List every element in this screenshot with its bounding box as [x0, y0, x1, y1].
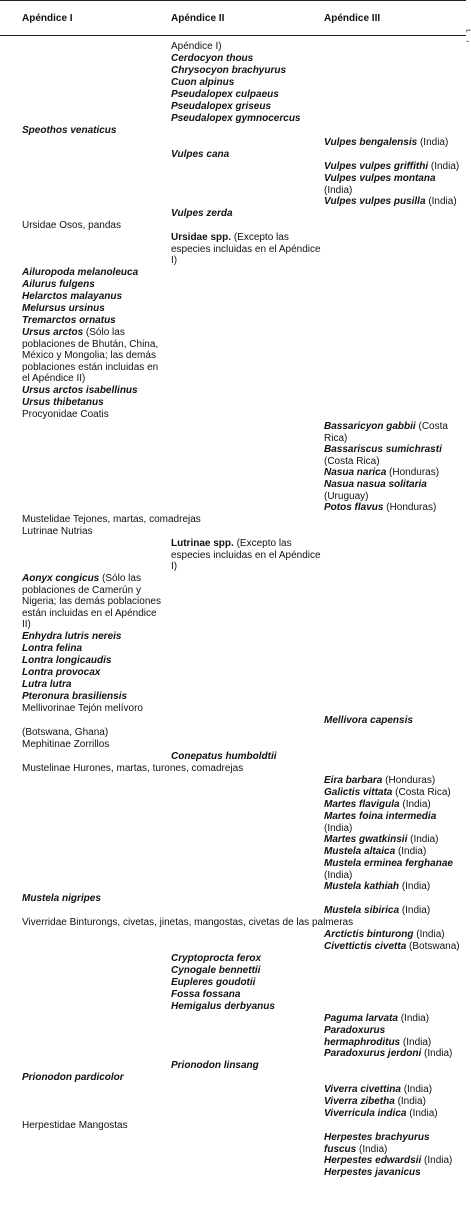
- species-note: (Honduras): [386, 502, 437, 513]
- species-entry: [22, 303, 168, 315]
- species-name: Martes foina intermedia: [324, 811, 437, 822]
- species-name: Nasua narica: [324, 467, 387, 478]
- species-entry: [22, 631, 168, 643]
- species-name: Lontra provocax: [22, 667, 101, 678]
- species-name: Bassariscus sumichrasti: [324, 444, 442, 455]
- entry-text: Apéndice I): [171, 41, 222, 52]
- species-name: Lontra felina: [22, 643, 83, 654]
- species-note: (Honduras): [389, 467, 440, 478]
- species-name: Mustela altaica: [324, 846, 396, 857]
- species-entry: [171, 53, 321, 65]
- species-entry: [171, 751, 321, 763]
- species-name: Paguma larvata: [324, 1013, 398, 1024]
- species-name: Prionodon pardicolor: [22, 1072, 124, 1083]
- species-entry: [22, 315, 168, 327]
- species-entry: [22, 267, 168, 279]
- species-name: Ursus arctos isabellinus: [22, 385, 138, 396]
- page-edge-mark-2: -: [466, 36, 469, 46]
- species-entry: [324, 1108, 464, 1120]
- species-name: Eira barbara: [324, 775, 383, 786]
- species-note: (Honduras): [385, 775, 436, 786]
- species-note: (Botswana): [409, 941, 460, 952]
- family-label: Mustelinae Hurones, martas, turones, comadrejas: [22, 763, 244, 774]
- entry-text: (Botswana, Ghana): [22, 727, 109, 738]
- family-label: Mustelidae Tejones, martas, comadrejas: [22, 514, 201, 525]
- species-entry: [22, 893, 168, 905]
- header-appendix-i: Apéndice I: [22, 13, 73, 24]
- species-name: Lutrinae spp.: [171, 538, 234, 549]
- species-entry: [171, 41, 321, 53]
- species-entry: [324, 1084, 464, 1096]
- family-heading: [22, 763, 462, 775]
- species-name: Prionodon linsang: [171, 1060, 259, 1071]
- species-note: (India): [324, 869, 353, 881]
- species-entry: [22, 291, 168, 303]
- species-entry: [171, 1001, 321, 1013]
- family-label: Ursidae Osos, pandas: [22, 220, 121, 231]
- species-entry: [22, 327, 168, 385]
- species-note: (Uruguay): [324, 490, 369, 502]
- species-entry: [171, 953, 321, 965]
- species-name: Paradoxurus hermaphroditus: [324, 1025, 401, 1048]
- species-name: Mustela nigripes: [22, 893, 101, 904]
- species-name: Vulpes cana: [171, 149, 230, 160]
- species-entry: [324, 467, 464, 479]
- species-name: Vulpes vulpes griffithi: [324, 161, 429, 172]
- species-entry: [324, 929, 464, 941]
- family-heading: [22, 739, 462, 751]
- species-entry: [324, 811, 464, 834]
- species-name: Ailuropoda melanoleuca: [22, 267, 139, 278]
- species-entry: [22, 279, 168, 291]
- species-name: Cynogale bennettii: [171, 965, 261, 976]
- species-note: (India): [409, 1108, 438, 1119]
- species-entry: [171, 989, 321, 1001]
- species-entry: [324, 161, 464, 173]
- family-label: Mephitinae Zorrillos: [22, 739, 110, 750]
- species-entry: [171, 89, 321, 101]
- species-name: Bassaricyon gabbii: [324, 421, 416, 432]
- species-name: Cerdocyon thous: [171, 53, 254, 64]
- species-entry: [324, 846, 464, 858]
- species-note: (India): [424, 1155, 453, 1166]
- species-entry: [22, 679, 168, 691]
- family-label: Herpestidae Mangostas: [22, 1120, 128, 1131]
- species-name: Helarctos malayanus: [22, 291, 123, 302]
- species-entry: [324, 444, 464, 467]
- species-name: Eupleres goudotii: [171, 977, 256, 988]
- species-name: Aonyx congicus: [22, 573, 100, 584]
- species-entry: [324, 881, 464, 893]
- species-name: Vulpes vulpes montana: [324, 173, 436, 184]
- species-note: (India): [400, 1013, 430, 1024]
- species-entry: [324, 858, 464, 881]
- species-name: Herpestes brachyurus fuscus: [324, 1132, 430, 1155]
- species-entry: [22, 643, 168, 655]
- species-name: Speothos venaticus: [22, 125, 117, 136]
- family-heading: [22, 220, 462, 232]
- species-name: Galictis vittata: [324, 787, 393, 798]
- species-entry: [22, 573, 168, 631]
- species-note: (Sólo las poblaciones de Camerún y Nigeria; las demás poblaciones están incluidas en el Apéndice II): [22, 573, 161, 630]
- species-name: Viverra civettina: [324, 1084, 401, 1095]
- species-name: Pteronura brasiliensis: [22, 691, 128, 702]
- species-note: (India): [324, 184, 353, 196]
- family-heading: [22, 703, 462, 715]
- species-name: Conepatus humboldtii: [171, 751, 277, 762]
- species-entry: [324, 421, 464, 444]
- species-entry: [324, 905, 464, 917]
- species-entry: [324, 1048, 464, 1060]
- species-name: Chrysocyon brachyurus: [171, 65, 287, 76]
- species-name: Nasua nasua solitaria: [324, 479, 427, 490]
- species-entry: [22, 655, 168, 667]
- species-note: (Sólo las poblaciones de Bhután, China, México y Mongolia; las demás poblaciones están incluidas en el Apéndice II): [22, 327, 159, 384]
- species-note: (Excepto las especies incluidas en el Apéndice I): [171, 538, 321, 572]
- species-note: (Costa Rica): [324, 421, 448, 444]
- species-entry: [171, 965, 321, 977]
- species-entry: [22, 397, 168, 409]
- family-label: Procyonidae Coatis: [22, 409, 109, 420]
- species-name: Vulpes zerda: [171, 208, 233, 219]
- species-entry: [171, 232, 321, 267]
- species-note: (Costa Rica): [395, 787, 451, 798]
- species-entry: [324, 479, 464, 502]
- family-heading: [22, 409, 462, 421]
- species-note: (India): [402, 1036, 432, 1048]
- species-note: (Costa Rica): [324, 455, 380, 467]
- species-name: Martes flavigula: [324, 799, 400, 810]
- species-name: Ursidae spp.: [171, 232, 232, 243]
- species-entry: [324, 775, 464, 787]
- species-name: Martes gwatkinsii: [324, 834, 408, 845]
- species-note: (India): [324, 822, 353, 834]
- species-entry: [324, 799, 464, 811]
- species-note: (Excepto las especies incluidas en el Apéndice I): [171, 232, 321, 266]
- species-name: Viverricula indica: [324, 1108, 407, 1119]
- family-label: Lutrinae Nutrias: [22, 526, 93, 537]
- species-note: (India): [397, 1096, 426, 1107]
- species-name: Potos flavus: [324, 502, 384, 513]
- species-entry: [22, 385, 168, 397]
- species-name: Arctictis binturong: [324, 929, 414, 940]
- species-name: Pseudalopex griseus: [171, 101, 272, 112]
- species-entry: [171, 1060, 321, 1072]
- species-name: Enhydra lutris nereis: [22, 631, 122, 642]
- family-heading: [22, 1120, 462, 1132]
- species-entry: [324, 137, 464, 149]
- species-entry: [324, 941, 464, 953]
- species-entry: [324, 1096, 464, 1108]
- species-entry: [324, 1132, 464, 1155]
- family-label: Mellivorinae Tejón melívoro: [22, 703, 143, 714]
- species-name: Mustela kathiah: [324, 881, 400, 892]
- table-header: [0, 0, 466, 36]
- header-appendix-iii: Apéndice III: [324, 13, 381, 24]
- page-edge-mark: ⌐: [466, 25, 471, 35]
- species-entry: [324, 834, 464, 846]
- species-entry: [324, 715, 464, 727]
- species-name: Melursus ursinus: [22, 303, 105, 314]
- species-name: Lontra longicaudis: [22, 655, 112, 666]
- species-entry: [171, 113, 321, 125]
- species-entry: [171, 208, 321, 220]
- header-appendix-ii: Apéndice II: [171, 13, 225, 24]
- species-note: (India): [416, 929, 445, 940]
- species-note: (India): [359, 1143, 388, 1155]
- species-note: (India): [424, 1048, 453, 1059]
- species-entry: [22, 667, 168, 679]
- species-entry: [22, 691, 168, 703]
- species-name: Paradoxurus jerdoni: [324, 1048, 422, 1059]
- species-entry: [324, 1025, 464, 1048]
- species-entry: [324, 1155, 464, 1167]
- species-name: Cryptoprocta ferox: [171, 953, 262, 964]
- species-name: Mustela sibirica: [324, 905, 400, 916]
- species-note: (India): [430, 161, 460, 172]
- species-name: Mellivora capensis: [324, 715, 413, 726]
- species-note: (India): [410, 834, 439, 845]
- species-name: Ursus thibetanus: [22, 397, 104, 408]
- species-note: (India): [419, 137, 449, 148]
- family-label: Viverridae Binturongs, civetas, jinetas, mangostas, civetas de las palmeras: [22, 917, 354, 928]
- species-name: Viverra zibetha: [324, 1096, 395, 1107]
- species-note: (India): [402, 799, 431, 810]
- species-note: (India): [397, 846, 427, 857]
- species-entry: [171, 77, 321, 89]
- species-name: Fossa fossana: [171, 989, 241, 1000]
- species-name: Pseudalopex gymnocercus: [171, 113, 301, 124]
- species-entry: [22, 727, 168, 739]
- species-note: (India): [428, 196, 457, 207]
- species-name: Hemigalus derbyanus: [171, 1001, 275, 1012]
- species-note: (India): [403, 1084, 433, 1095]
- species-name: Vulpes bengalensis: [324, 137, 418, 148]
- species-entry: [324, 502, 464, 514]
- species-name: Herpestes edwardsii: [324, 1155, 422, 1166]
- species-entry: [171, 101, 321, 113]
- species-entry: [324, 196, 464, 208]
- species-name: Cuon alpinus: [171, 77, 235, 88]
- species-entry: [22, 1072, 168, 1084]
- species-entry: [171, 149, 321, 161]
- species-entry: [324, 787, 464, 799]
- species-name: Ursus arctos: [22, 327, 84, 338]
- family-heading: [22, 526, 462, 538]
- species-name: Herpestes javanicus: [324, 1167, 421, 1178]
- species-entry: [22, 125, 168, 137]
- species-entry: [171, 65, 321, 77]
- species-entry: [324, 1167, 464, 1179]
- species-note: (India): [401, 881, 431, 892]
- species-entry: [171, 538, 321, 573]
- family-heading: [22, 514, 462, 526]
- species-name: Mustela erminea ferghanae: [324, 858, 453, 869]
- species-note: (India): [401, 905, 431, 916]
- species-name: Ailurus fulgens: [22, 279, 95, 290]
- species-name: Tremarctos ornatus: [22, 315, 116, 326]
- species-name: Vulpes vulpes pusilla: [324, 196, 426, 207]
- species-name: Pseudalopex culpaeus: [171, 89, 279, 100]
- species-entry: [324, 173, 464, 196]
- species-name: Lutra lutra: [22, 679, 72, 690]
- species-entry: [324, 1013, 464, 1025]
- family-heading: [22, 917, 462, 929]
- species-entry: [171, 977, 321, 989]
- species-name: Civettictis civetta: [324, 941, 407, 952]
